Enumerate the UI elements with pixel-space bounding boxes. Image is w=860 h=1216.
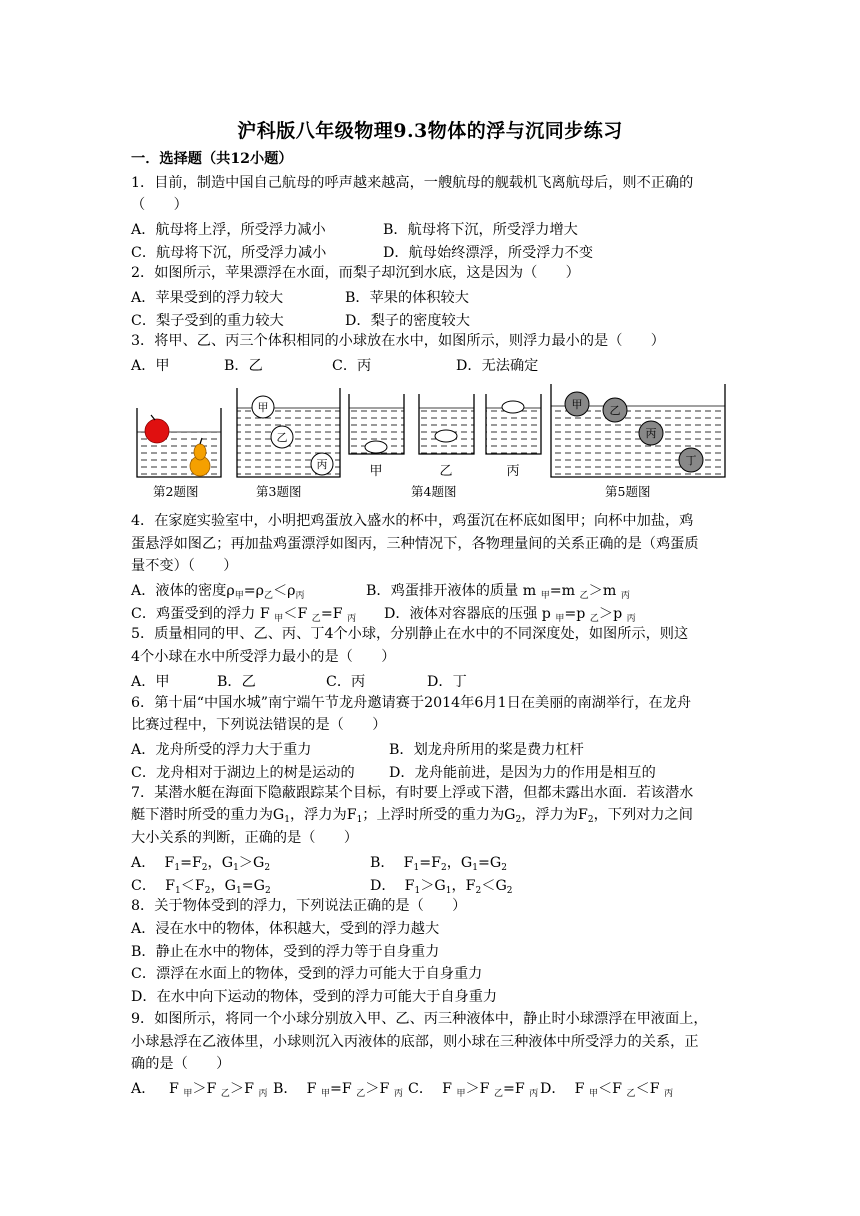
q9-stem-line3: 确的是（ ） [131, 1056, 231, 1072]
q5-option-b: B．乙 [217, 674, 256, 690]
q3-stem: 3．将甲、乙、丙三个体积相同的小球放在水中，如图所示，则浮力最小的是（ ） [131, 333, 665, 349]
q8-option-c: C．漂浮在水面上的物体，受到的浮力可能大于自身重力 [131, 966, 483, 982]
svg-text:丙: 丙 [316, 458, 328, 471]
q8-stem: 8．关于物体受到的浮力，下列说法正确的是（ ） [131, 898, 467, 914]
page-title: 沪科版八年级物理9.3物体的浮与沉同步练习 [237, 120, 623, 142]
fig5-ball-yi [603, 398, 627, 422]
fig3-caption: 第3题图 [256, 484, 302, 499]
q8-option-d: D．在水中向下运动的物体，受到的浮力可能大于自身重力 [131, 989, 498, 1005]
apple-icon [145, 415, 169, 443]
q5-stem-line2: 4个小球在水中所受浮力最小的是（ ） [131, 649, 396, 665]
q1-stem-line1: 1．目前，制造中国自己航母的呼声越来越高，一艘航母的舰载机飞离航母后，则不正确的 [131, 175, 694, 191]
fig5-ball-ding [679, 448, 703, 472]
q9-stem-line2: 小球悬浮在乙液体里，小球则沉入丙液体的底部，则小球在三种液体中所受浮力的关系，正 [131, 1034, 699, 1050]
q5-option-d: D．丁 [427, 674, 467, 690]
q3-option-d: D．无法确定 [456, 358, 539, 374]
q2-option-d: D．梨子的密度较大 [345, 313, 470, 329]
fig2-caption: 第2题图 [153, 484, 199, 499]
q3-option-a: A．甲 [131, 358, 170, 374]
q6-option-a: A．龙舟所受的浮力大于重力 [131, 742, 312, 758]
q4-option-b: B．鸡蛋排开液体的质量 m $_甲$=m $_乙$＞m $_丙$ [366, 583, 630, 601]
fig4-cup-bing [486, 394, 541, 454]
q1-option-b: B．航母将下沉，所受浮力增大 [383, 222, 578, 238]
fig4-cup-yi [419, 394, 474, 454]
q9-option-b: B． F $_甲$=F $_乙$＞F $_丙$ [273, 1081, 403, 1099]
q6-stem-line1: 6．第十届“中国水城”南宁端午节龙舟邀请赛于2014年6月1日在美丽的南湖举行，在龙舟 [131, 695, 692, 711]
figures-strip [131, 380, 731, 505]
q5-stem-line1: 5．质量相同的甲、乙、丙、丁4个小球，分别静止在水中的不同深度处，如图所示，则这 [131, 626, 689, 642]
q9-option-a: A． F $_甲$＞F $_乙$＞F $_丙$ [131, 1081, 268, 1099]
fig5-ball-bing [639, 421, 663, 445]
q9-option-d: D． F $_甲$＜F $_乙$＜F $_丙$ [540, 1081, 674, 1099]
q7-option-c: C． $F_1<F_2$，$G_1=G_2$ [131, 878, 271, 896]
svg-text:甲: 甲 [257, 401, 269, 414]
q1-option-a: A．航母将上浮，所受浮力减小 [131, 222, 326, 238]
q5-option-a: A．甲 [131, 674, 170, 690]
q1-stem-line2: （ ） [131, 197, 188, 213]
q4-option-a: A．液体的密度$\rho_甲=\rho_乙<\rho_丙$ [131, 583, 305, 601]
q2-stem: 2．如图所示，苹果漂浮在水面，而梨子却沉到水底，这是因为（ ） [131, 265, 580, 281]
q4-stem-line3: 量不变）（ ） [131, 558, 238, 574]
q7-option-d: D． $F_1>G_1$，$F_2<G_2$ [370, 878, 513, 896]
svg-text:乙: 乙 [276, 431, 288, 444]
svg-text:乙: 乙 [609, 404, 621, 417]
q4-option-d: D．液体对容器底的压强 p $_甲$=p $_乙$＞p $_丙$ [384, 606, 636, 624]
q6-stem-line2: 比赛过程中，下列说法错误的是（ ） [131, 717, 387, 733]
q1-option-d: D．航母始终漂浮，所受浮力不变 [383, 245, 594, 261]
q7-stem-line2: 艇下潜时所受的重力为$G_1$，浮力为$F_1$；上浮时所受的重力为$G_2$，浮力为$F_2$，下列对力之间 [131, 807, 693, 825]
q9-stem-line1: 9．如图所示，将同一个小球分别放入甲、乙、丙三种液体中，静止时小球漂浮在甲液面上， [131, 1011, 708, 1027]
q4-stem-line1: 4．在家庭实验室中，小明把鸡蛋放入盛水的杯中，鸡蛋沉在杯底如图甲；向杯中加盐，鸡 [131, 513, 694, 529]
q5-option-c: C．丙 [326, 674, 366, 690]
q7-stem-line3: 大小关系的判断，正确的是（ ） [131, 830, 359, 846]
svg-text:丁: 丁 [685, 454, 697, 467]
q1-option-c: C．航母将下沉，所受浮力减小 [131, 245, 327, 261]
q2-option-c: C．梨子受到的重力较大 [131, 313, 284, 329]
q4-stem-line2: 蛋悬浮如图乙；再加盐鸡蛋漂浮如图丙，三种情况下，各物理量间的关系正确的是（鸡蛋质 [131, 536, 699, 552]
fig4-label-yi: 乙 [439, 464, 453, 479]
svg-text:丙: 丙 [645, 427, 657, 440]
q7-option-a: A． $F_1=F_2$，$G_1>G_2$ [131, 855, 271, 873]
q6-option-c: C．龙舟相对于湖边上的树是运动的 [131, 765, 355, 781]
q7-option-b: B． $F_1=F_2$，$G_1=G_2$ [370, 855, 507, 873]
fig5-caption: 第5题图 [605, 484, 651, 499]
q3-option-b: B．乙 [224, 358, 263, 374]
fig5-ball-jia [565, 392, 589, 416]
q8-option-a: A．浸在水中的物体，体积越大，受到的浮力越大 [131, 921, 440, 937]
section-heading: 一．选择题（共12小题） [131, 151, 293, 167]
q2-option-a: A．苹果受到的浮力较大 [131, 290, 284, 306]
fig3-ball-bing [311, 453, 333, 475]
fig3-ball-jia [252, 396, 274, 418]
svg-text:甲: 甲 [571, 398, 583, 411]
q6-option-b: B．划龙舟所用的桨是费力杠杆 [389, 742, 584, 758]
q3-option-c: C．丙 [332, 358, 372, 374]
fig4-cup-jia [349, 394, 404, 454]
q2-option-b: B．苹果的体积较大 [345, 290, 469, 306]
q9-option-c: C． F $_甲$＞F $_乙$=F $_丙$ [408, 1081, 539, 1099]
fig4-label-jia: 甲 [369, 464, 383, 479]
fig4-label-bing: 丙 [506, 464, 520, 479]
fig4-caption: 第4题图 [411, 484, 457, 499]
fig3-ball-yi [271, 426, 293, 448]
q4-option-c: C．鸡蛋受到的浮力 F $_甲$＜F $_乙$=F $_丙$ [131, 606, 357, 624]
q6-option-d: D．龙舟能前进，是因为力的作用是相互的 [389, 765, 656, 781]
q8-option-b: B．静止在水中的物体，受到的浮力等于自身重力 [131, 944, 440, 960]
q7-stem-line1: 7．某潜水艇在海面下隐蔽跟踪某个目标，有时要上浮或下潜，但都未露出水面．若该潜水 [131, 785, 694, 801]
